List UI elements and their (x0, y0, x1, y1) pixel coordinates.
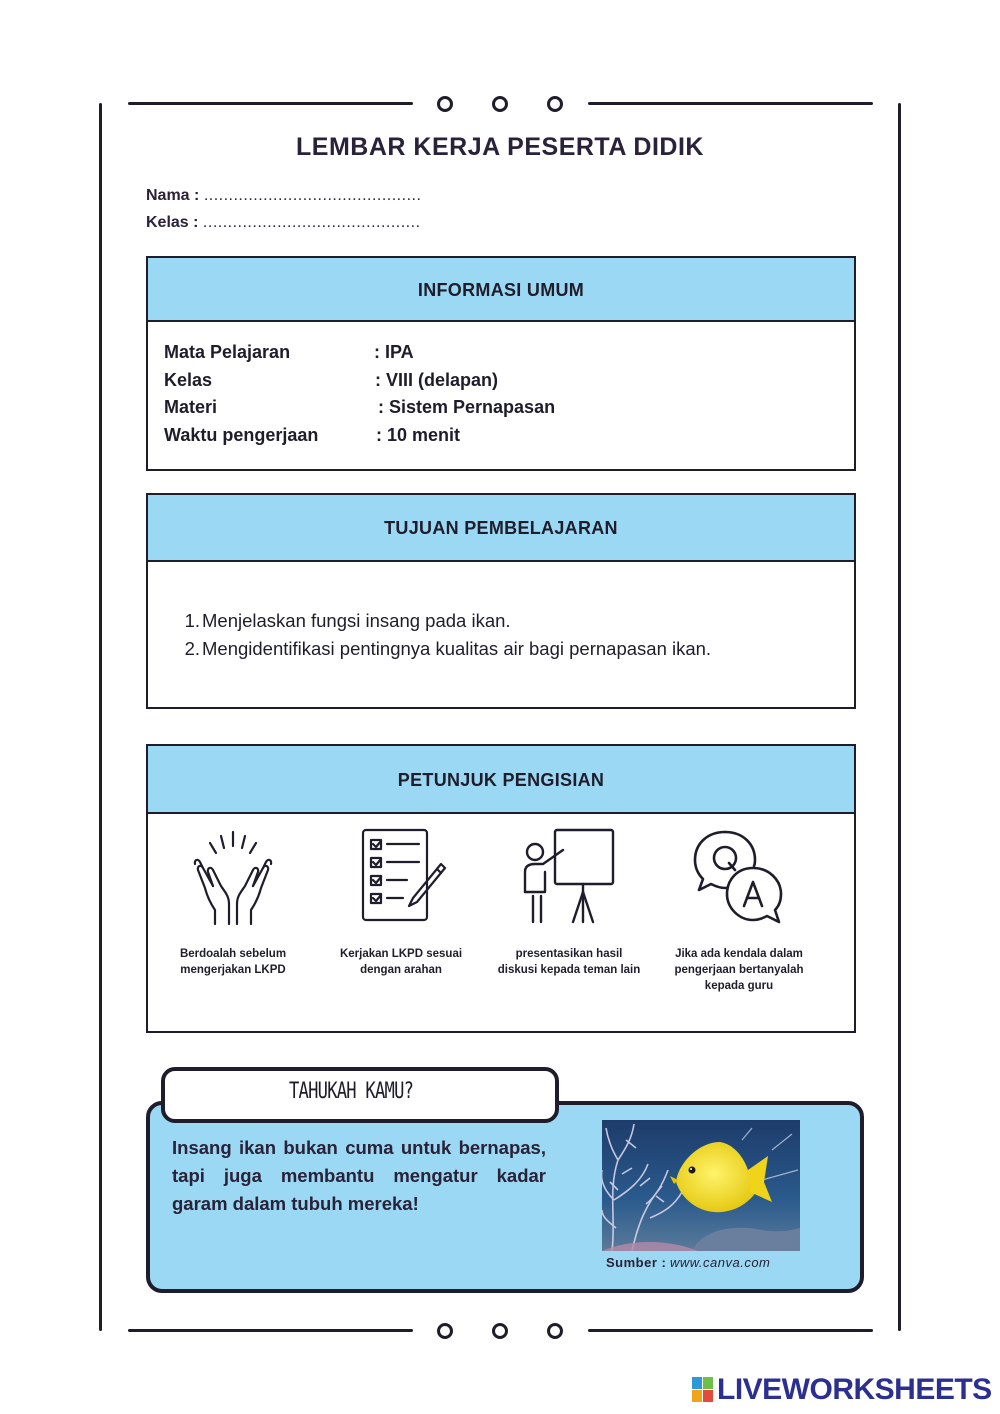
info-key: Waktu pengerjaan (164, 424, 319, 445)
source-link[interactable]: www.canva.com (669, 1255, 771, 1270)
top-border-right (588, 102, 873, 105)
caption-line: diskusi kepada teman lain (497, 964, 641, 976)
right-border (898, 103, 901, 1331)
top-ring-icon (437, 96, 453, 112)
fish-photo (602, 1120, 800, 1251)
source-label: Sumber : (606, 1255, 667, 1270)
instruction-step (654, 826, 824, 994)
instruction-step (316, 826, 486, 978)
caption-line: Berdoalah sebelum (179, 948, 287, 960)
step-caption (484, 946, 654, 978)
list-number: 1. (184, 610, 200, 631)
info-key: Mata Pelajaran (164, 342, 291, 362)
caption-line: Jika ada kendala dalam (675, 948, 803, 960)
step-caption (316, 946, 486, 978)
top-border-left (128, 102, 413, 105)
class-label: Kelas : (146, 214, 199, 231)
top-ring-icon (547, 96, 563, 112)
list-text: Mengidentifikasi pentingnya kualitas air bagi pernapasan ikan. (202, 638, 712, 659)
praying-hands-icon (183, 826, 283, 926)
info-key: Kelas (164, 369, 213, 390)
list-item (178, 635, 711, 663)
left-border (99, 103, 102, 1331)
info-value: : IPA (374, 342, 414, 362)
bottom-border-right (588, 1329, 873, 1332)
general-info-box (146, 256, 856, 471)
learning-goals-heading: TUJUAN PEMBELAJARAN (148, 495, 854, 562)
list-number: 2. (184, 638, 200, 659)
fun-fact-tab-label: TAHUKAH KAMU? (289, 1079, 414, 1104)
info-value: : Sistem Pernapasan (378, 397, 556, 417)
step-caption (148, 946, 318, 978)
top-ring-icon (492, 96, 508, 112)
caption-line: kepada guru (704, 980, 774, 992)
info-value: : 10 menit (376, 424, 461, 445)
instructions-heading: PETUNJUK PENGISIAN (148, 746, 854, 814)
instruction-step (484, 826, 654, 978)
learning-goals-list (178, 607, 711, 663)
info-value: : VIII (delapan) (375, 369, 499, 390)
checklist-icon (351, 826, 451, 926)
caption-line: mengerjakan LKPD (180, 964, 286, 976)
presentation-icon (519, 826, 619, 926)
page-title: LEMBAR KERJA PESERTA DIDIK (296, 133, 704, 161)
liveworksheets-logo-icon (692, 1377, 714, 1403)
class-field[interactable] (146, 214, 421, 232)
name-blank: ............................................ (203, 187, 422, 204)
image-source (606, 1255, 770, 1270)
bottom-border-left (128, 1329, 413, 1332)
name-label: Nama : (146, 187, 200, 204)
caption-line: pengerjaan bertanyalah (674, 964, 804, 976)
bottom-ring-icon (547, 1323, 563, 1339)
learning-goals-box (146, 493, 856, 709)
step-caption (654, 946, 824, 994)
list-text: Menjelaskan fungsi insang pada ikan. (202, 610, 511, 631)
qa-icon (689, 826, 789, 926)
name-field[interactable] (146, 187, 421, 205)
fun-fact-tab (161, 1067, 559, 1123)
general-info-heading: INFORMASI UMUM (148, 258, 854, 322)
instructions-box (146, 744, 856, 1033)
info-key: Materi (164, 397, 218, 417)
list-item (178, 607, 711, 635)
instruction-step (148, 826, 318, 978)
liveworksheets-brand[interactable] (692, 1373, 992, 1407)
caption-line: Kerjakan LKPD sesuai (339, 948, 463, 960)
class-blank: ............................................ (202, 214, 421, 231)
fun-fact-text: Insang ikan bukan cuma untuk bernapas, tapi juga membantu mengatur kadar garam dalam tubuh mereka! (172, 1137, 546, 1214)
bottom-ring-icon (437, 1323, 453, 1339)
caption-line: presentasikan hasil (515, 948, 623, 960)
bottom-ring-icon (492, 1323, 508, 1339)
caption-line: dengan arahan (360, 964, 442, 976)
brand-text: LIVEWORKSHEETS (717, 1373, 992, 1406)
